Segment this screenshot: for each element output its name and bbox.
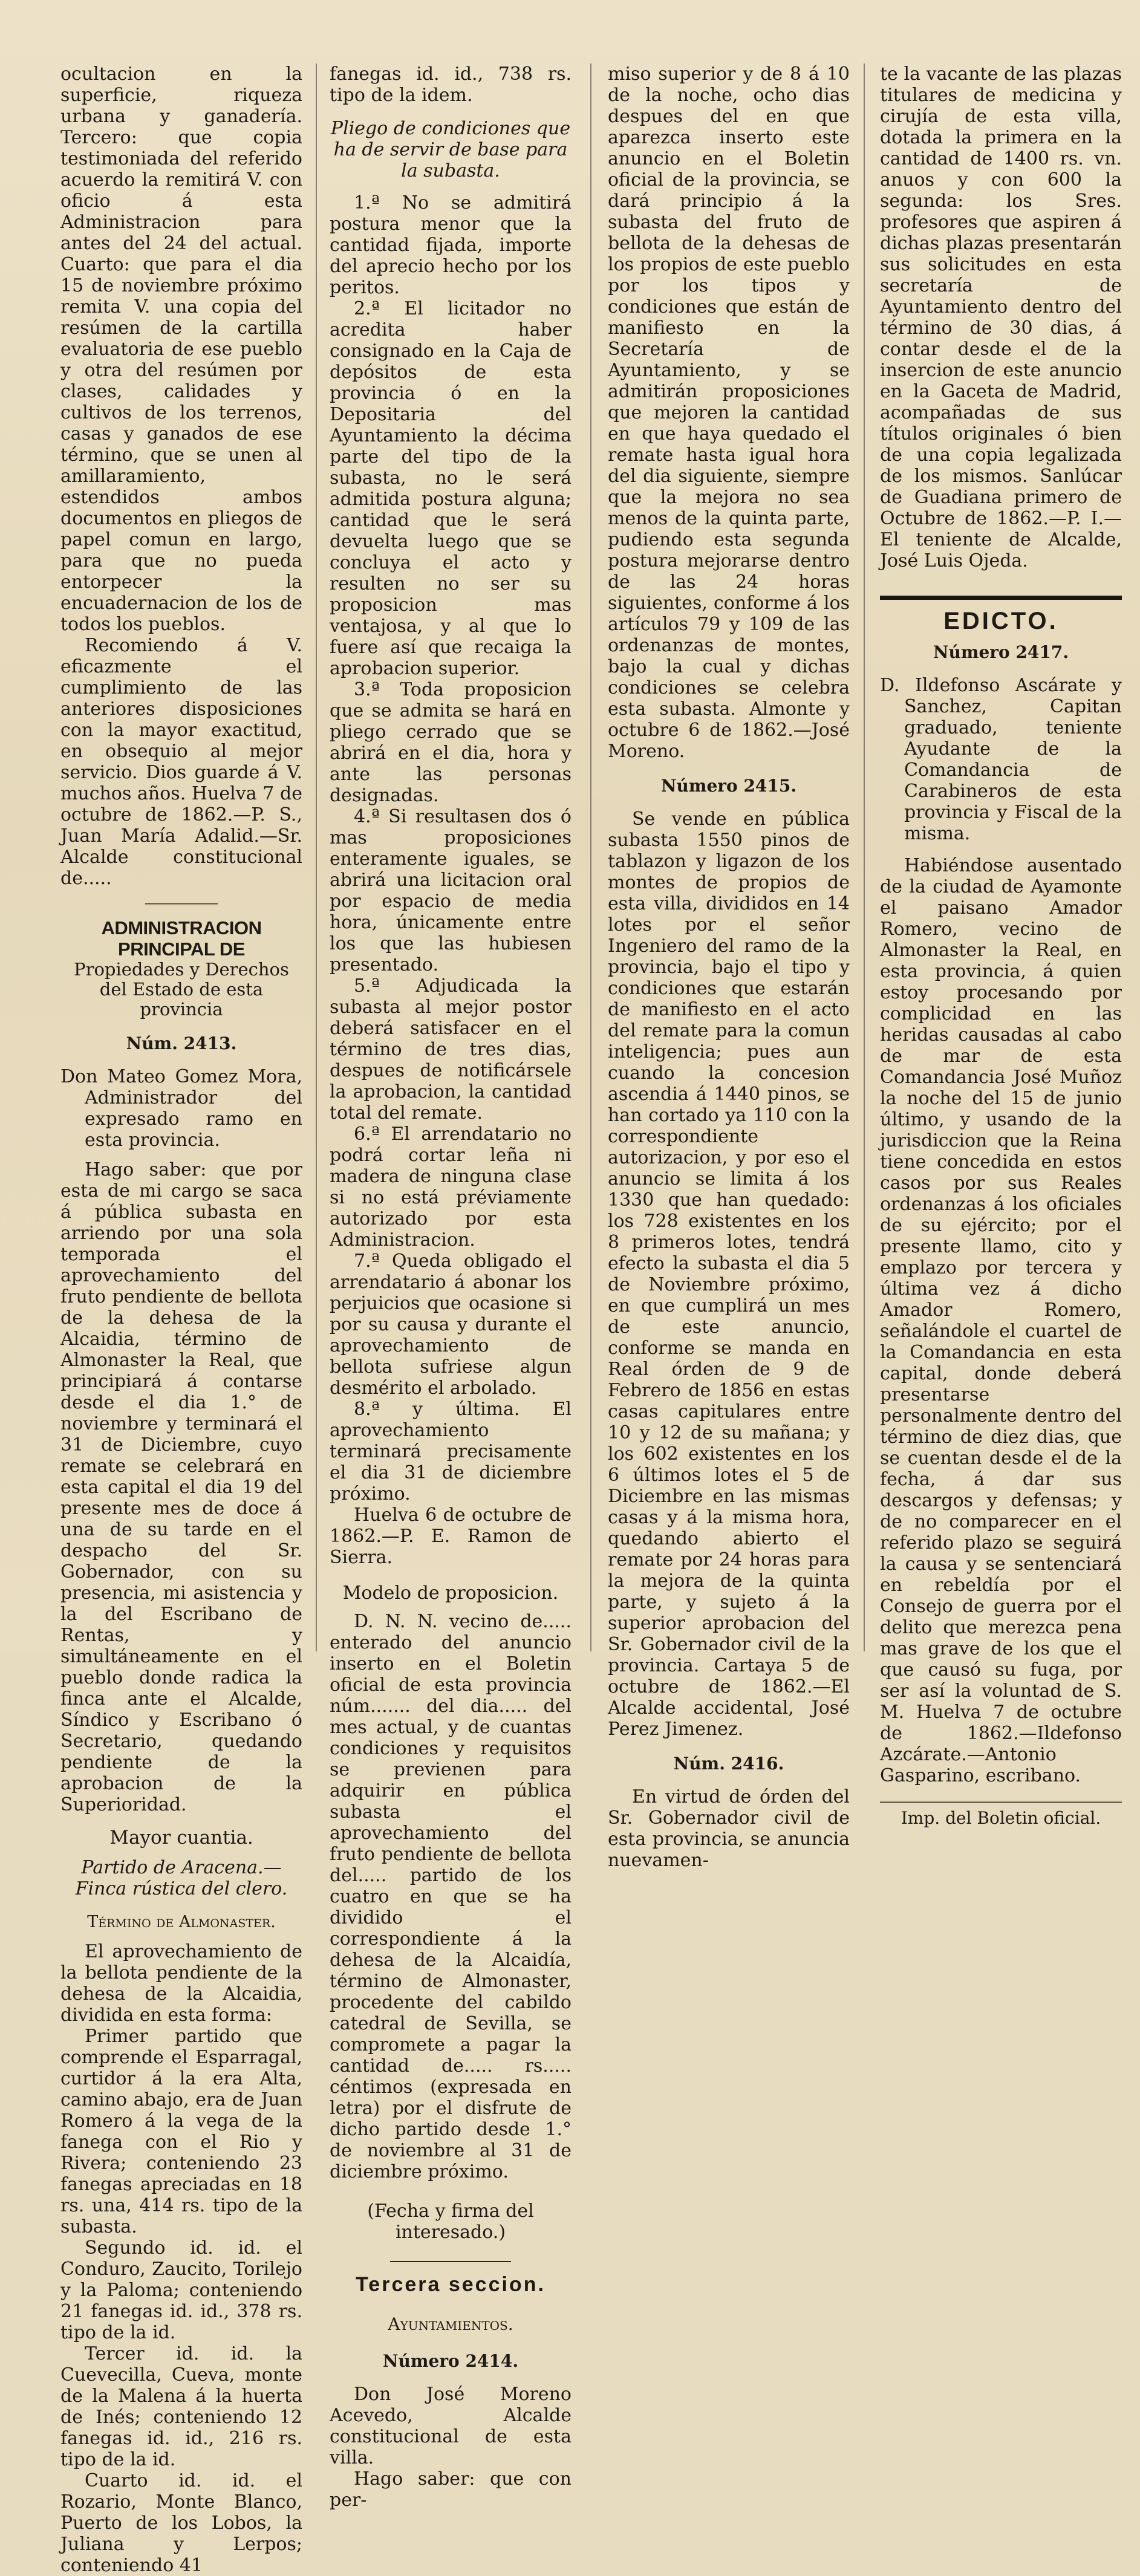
column-3 [608,63,850,1871]
admin-subtitle: Propiedades y Derechos del Estado de esta provincia [74,959,289,1020]
partido-heading: Partido de Aracena.—Finca rústica del clero. [75,1857,288,1899]
aprovechamiento-paragraph: El aprovechamiento de la bellota pendiente de la dehesa de la Alcaidia, dividida en esta forma: [60,1941,302,2026]
condition-5: 5.ª Adjudicada la subasta al mejor postor deberá satisfacer en el término de tres dias, despues de notificársele la aprobacion, la cantidad total del remate. [330,975,572,1124]
column-rule [864,63,865,1651]
separator [145,903,218,905]
column-4 [880,63,1122,1828]
notice-number: Núm. 2413. [126,1033,237,1053]
condition-8: 8.ª y última. El aprovechamiento terminará precisamente el dia 31 de diciembre próximo. [330,1399,572,1504]
condition-4: 4.ª Si resultasen dos ó mas proposiciones enteramente iguales, se abrirá una licitacion oral por espacio de media hora, únicamente entre los que las hubiesen presentado. [330,806,572,975]
notice-number: Número 2417. [933,642,1069,662]
miso-paragraph: miso superior y de 8 á 10 de la noche, ocho dias despues del en que aparezca inserto este anuncio en el Boletin oficial de la provincia, se dará principio á la subasta del fruto de bellota de la dehesas de los propios de este pueblo por los tipos y condiciones que están de manifiesto en la Secretaría de Ayuntamiento, y se admitirán proposiciones que mejoren la cantidad en que haya quedado el remate hasta igual hora del dia siguiente, siempre que la mejora no sea menos de la quinta parte, pudiendo esta segunda postura mejorarse dentro de las 24 horas siguientes, conforme á los artículos 79 y 109 de las ordenanzas de montes, bajo la cual y dichas condiciones se celebra esta subasta. Almonte y octubre 6 de 1862.—José Moreno. [608,63,850,762]
column-2 [330,63,572,2511]
fecha-firma: (Fecha y firma del interesado.) [367,2200,534,2243]
habiendose-paragraph: Habiéndose ausentado de la ciudad de Ayamonte el paisano Amador Romero, vecino de Almonaster la Real, en esta provincia, á quien estoy procesando por complicidad en las heridas causadas al cabo de mar de esta Comandancia José Muñoz la noche del 15 de junio último, y usando de la jurisdiccion que la Reina tiene concedida en estos casos por sus Reales ordenanzas á los oficiales de su ejército; por el presente llamo, cito y emplazo por tercera y última vez á dicho Amador Romero, señalándole el cuartel de la Comandancia en esta capital, donde deberá presentarse personalmente dentro del término de diez dias, que se cuentan desde el de la fecha, á dar sus descargos y defensas; y de no comparecer en el referido plazo se seguirá la causa y se sentenciará en rebeldía por el Consejo de guerra por el delito que merezca pena mas grave de los que el que causó su fuga, por ser así la voluntad de S. M. Huelva 7 de octubre de 1862.—Ildefonso Azcárate.—Antonio Gasparino, escribano. [880,855,1122,1786]
modelo-heading: Modelo de proposicion. [342,1582,559,1604]
moreno-signature: Don José Moreno Acevedo, Alcalde constitucional de esta villa. [330,2384,572,2468]
hago-saber-fragment: Hago saber: que con per- [330,2468,572,2511]
fanegas-paragraph: fanegas id. id., 738 rs. tipo de la idem. [330,63,572,106]
condition-3: 3.ª Toda proposicion que se admita se hará en pliego cerrado que se abrirá en el dia, hora y ante las personas designadas. [330,679,572,806]
recomiendo-paragraph: Recomiendo á V. eficazmente el cumplimiento de las anteriores disposiciones con la mayor exactitud, en obsequio al mejor servicio. Dios guarde á V. muchos años. Huelva 7 de octubre de 1862.—P. S., Juan María Adalid.—Sr. Alcalde constitucional de..... [60,635,302,889]
hago-saber-paragraph: Hago saber: que por esta de mi cargo se saca á pública subasta en arriendo por una sola temporada el aprovechamiento del fruto pendiente de bellota de la dehesa de la Alcaidia, término de Almonaster la Real, que principiará á contarse desde el dia 1.° de noviembre y terminará el 31 de Diciembre, cuyo remate se celebrará en esta capital el dia 19 del presente mes de doce á una de su tarde en el despacho del Sr. Gobernador, con su presencia, mi asistencia y la del Escribano de Rentas, y simultáneamente en el pueblo donde radica la finca ante el Alcalde, Síndico y Escribano ó Secretario, quedando pendiente de la aprobacion de la Superioridad. [60,1159,302,1815]
intro-paragraph: ocultacion en la superficie, riqueza urbana y ganadería. Tercero: que copia testimoniada del referido acuerdo la remitirá V. con oficio á esta Administracion para antes del 24 del actual. Cuarto: que para el dia 15 de noviembre próximo remita V. una copia del resúmen de la cartilla evaluatoria de ese pueblo y otra del resúmen por clases, calidades y cultivos de los terrenos, casas y ganados de ese término, que se unen al amillaramiento, estendidos ambos documentos en pliegos de papel comun en largo, para que no pueda entorpecer la encuadernacion de los de todos los pueblos. [60,63,302,635]
tercer-partido-paragraph: Tercer id. id. la Cuevecilla, Cueva, monte de la Malena á la huerta de Inés; conteniendo 12 fanegas id. id., 216 rs. tipo de la id. [60,2343,302,2470]
edicto-heading: EDICTO. [943,608,1058,634]
pliego-heading: Pliego de condiciones que ha de servir de base para la subasta. [330,118,571,181]
printer-footer: Imp. del Boletin oficial. [880,1801,1122,1829]
condition-2: 2.ª El licitador no acredita haber consignado en la Caja de depósitos de esta provincia ó en la Depositaria del Ayuntamiento la décima parte del tipo de la subasta, no le será admitida postura alguna; cantidad que le será devuelta luego que se concluya el acto y resulten no ser su proposicion mas ventajosa, y al que lo fuere así que recaiga la aprobacion superior. [330,298,572,679]
admin-signature: Don Mateo Gomez Mora, Administrador del expresado ramo en esta provincia. [60,1066,302,1151]
segundo-partido-paragraph: Segundo id. id. el Conduro, Zaucito, Torilejo y la Paloma; conteniendo 21 fanegas id. id., 378 rs. tipo de la id. [60,2237,302,2343]
notice-number: Número 2415. [660,776,797,796]
primer-partido-paragraph: Primer partido que comprende el Esparragal, curtidor á la era Alta, camino abajo, era de Juan Romero á la vega de la fanega con el Rio y Rivera; conteniendo 23 fanegas apreciadas en 18 rs. una, 414 rs. tipo de la subasta. [60,2026,302,2237]
notice-number: Número 2414. [382,2351,519,2371]
admin-title: ADMINISTRACION PRINCIPAL DE [101,917,262,960]
se-vende-paragraph: Se vende en pública subasta 1550 pinos de tablazon y ligazon de los montes de propios de esta villa, divididos en 14 lotes por el señor Ingeniero del ramo de la provincia, bajo el tipo y condiciones que estarán de manifiesto en el acto del remate para la comun inteligencia; pues aun cuando la concesion ascendia á 1440 pinos, se han cortado ya 110 con la correspondiente autorizacion, y por eso el anuncio se limita á los 1330 que han quedado: los 728 existentes en los 8 primeros lotes, tendrá efecto la subasta el dia 5 de Noviembre próximo, en que cumplirá un mes de este anuncio, conforme se manda en Real órden de 9 de Febrero de 1856 en estas casas capitulares entre 10 y 12 de su mañana; y los 602 existentes en los 6 últimos lotes el 5 de Diciembre en las mismas casas y á la misma hora, quedando abierto el remate por 24 horas para la mejora de la quinta parte, y sujeto á la superior aprobacion del Sr. Gobernador civil de la provincia. Cartaya 5 de octubre de 1862.—El Alcalde accidental, José Perez Jimenez. [608,808,850,1740]
column-rule [590,63,591,1651]
separator [390,2261,511,2262]
mayor-cuantia-heading: Mayor cuantia. [109,1827,253,1849]
condition-6: 6.ª El arrendatario no podrá cortar leña ni madera de ninguna clase si no está préviamente autorizado por esta Administracion. [330,1124,572,1251]
column-rule [316,63,317,1651]
termino-heading: Término de Almonaster. [87,1913,276,1931]
condition-7: 7.ª Queda obligado el arrendatario á abonar los perjuicios que ocasione si por su causa y durante el aprovechamiento de bellota sufriese algun desmérito el arbolado. [330,1251,572,1399]
vacante-paragraph: te la vacante de las plazas titulares de medicina y cirujía de esta villa, dotada la primera en la cantidad de 1400 rs. vn. anuos y con 600 la segunda: los Sres. profesores que aspiren á dichas plazas presentarán sus solicitudes en esta secretaría de Ayuntamiento dentro del término de 30 dias, á contar desde el de la insercion de este anuncio en la Gaceta de Madrid, acompañadas de sus títulos originales ó bien de una copia legalizada de los mismos. Sanlúcar de Guadiana primero de Octubre de 1862.—P. I.—El teniente de Alcalde, José Luis Ojeda. [880,63,1122,571]
ayuntamientos-heading: Ayuntamientos. [388,2314,513,2334]
column-1 [60,63,302,2576]
en-virtud-paragraph: En virtud de órden del Sr. Gobernador civil de esta provincia, se anuncia nuevamen- [608,1786,850,1871]
condition-1: 1.ª No se admitirá postura menor que la cantidad fijada, importe del aprecio hecho por los peritos. [330,192,572,298]
notice-number: Núm. 2416. [673,1754,784,1774]
thick-rule [880,596,1122,600]
ascarate-signature: D. Ildefonso Ascárate y Sanchez, Capitan graduado, teniente Ayudante de la Comandancia de Carabineros de esta provincia y Fiscal de la misma. [880,675,1122,844]
section-heading: Tercera seccion. [356,2273,546,2296]
huelva-signature: Huelva 6 de octubre de 1862.—P. E. Ramon de Sierra. [330,1504,572,1568]
modelo-text: D. N. N. vecino de..... enterado del anuncio inserto en el Boletin oficial de esta provincia núm....... del dia..... del mes actual, y de cuantas condiciones y requisitos se previenen para adquirir en pública subasta el aprovechamiento del fruto pendiente de bellota del..... partido de los cuatro en que se ha dividido el correspondiente á la dehesa de la Alcaidía, término de Almonaster, procedente del cabildo catedral de Sevilla, se compromete a pagar la cantidad de..... rs..... céntimos (expresada en letra) por el disfrute de dicho partido desde 1.° de noviembre al 31 de diciembre próximo. [330,1611,572,2182]
cuarto-partido-paragraph: Cuarto id. id. el Rozario, Monte Blanco, Puerto de los Lobos, la Juliana y Lerpos; conteniendo 41 [60,2470,302,2576]
